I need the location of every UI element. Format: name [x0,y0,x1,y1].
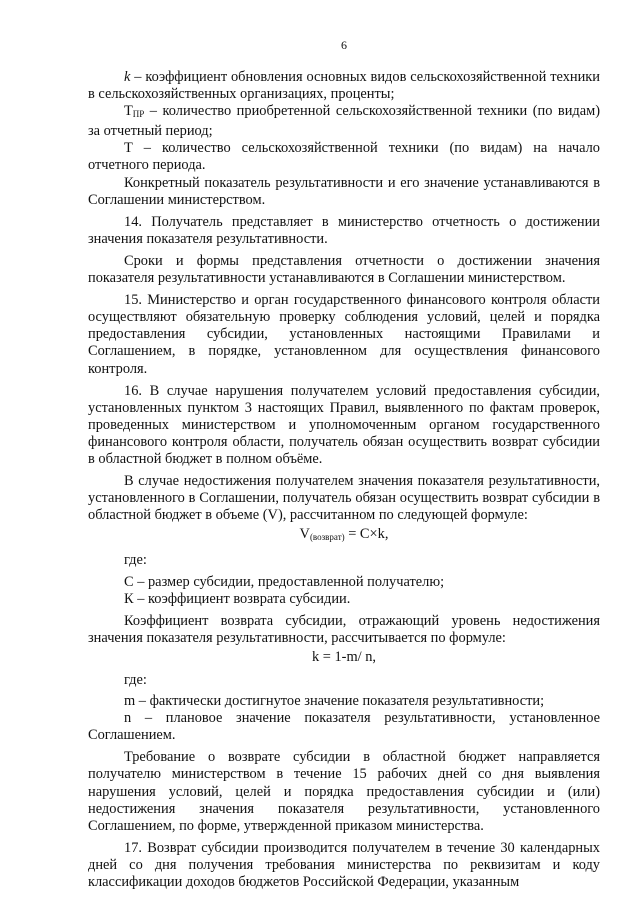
definition-m: m – фактически достигнутое значение показателя результативности; [124,693,545,710]
paragraph-coefficient: Коэффициент возврата субсидии, отражающий уровень недостижения значения показателя результативности, рассчитывается по формуле: [88,612,600,646]
clause-16: 16. В случае нарушения получателем условий предоставления субсидии, установленных пунктом 3 настоящих Правил, выявленного по фактам проверок, проведенных министерством и уполномоченным органом государственного финансового контроля области, получатель обязан осуществить возврат субсидии в областной бюджет в полном объёме. [88,382,600,467]
definition-c: С – размер субсидии, предоставленной получателю; [124,573,445,590]
where-label-2: где: [124,672,147,688]
paragraph-return-request: Требование о возврате субсидии в областной бюджет направляется получателю министерством в течение 15 рабочих дней со дня выявления нарушения условий, целей и порядка предоставления субсидии и (или) недостижения значения показателя результативности, установленного Соглашением, по форме, утвержденной приказом министерства. [88,749,600,834]
definition-k: k – коэффициент обновления основных видов сельскохозяйственной техники в сельскохозяйственных организациях, проценты; [88,69,600,103]
variable-t: Т [124,103,133,120]
paragraph-non-achievement: В случае недостижения получателем значения показателя результативности, установленного в Соглашении, получатель обязан осуществить возврат субсидии в областной бюджет в объеме (V), рассчитанном по следующей формуле: [88,473,600,524]
page-number: 6 [341,38,347,52]
formula-return-volume: $V_{(возврат)} = C\times k$, [299,526,389,543]
clause-15: 15. Министерство и орган государственного финансового контроля области осуществляют обязательную проверку соблюдения условий, целей и порядка предоставления субсидии, установленных настоящими Правилами и Соглашением, в порядке, установленном для осуществления финансового контроля. [88,292,600,377]
paragraph-indicator: Конкретный показатель результативности и его значение устанавливаются в Соглашении министерством. [88,174,600,208]
variable-t-subscript: ПР [132,109,145,120]
definition-t-pr: $Т_{ПР}$ – количество приобретенной сельскохозяйственной техники (по видам) за отчетный период; [88,103,600,140]
variable-k: k [124,69,131,85]
where-label-1: где: [124,552,147,569]
clause-17: 17. Возврат субсидии производится получателем в течение 30 календарных дней со дня получения требования министерства по реквизитам и коду классификации доходов бюджетов Российской Федерации, указанным [88,839,600,891]
definition-t: Т – количество сельскохозяйственной техники (по видам) на начало отчетного периода. [88,140,600,174]
paragraph-report-terms: Сроки и формы представления отчетности о достижении значения показателя результативности устанавливаются в Соглашении министерством. [88,252,600,287]
clause-14: 14. Получатель представляет в министерство отчетность о достижении значения показателя результативности. [88,213,600,247]
formula-coefficient: k = 1-m/ n, [311,648,377,665]
definition-k-coefficient: К – коэффициент возврата субсидии. [124,590,351,607]
definition-n: n – плановое значение показателя результативности, установленное Соглашением. [88,710,600,744]
